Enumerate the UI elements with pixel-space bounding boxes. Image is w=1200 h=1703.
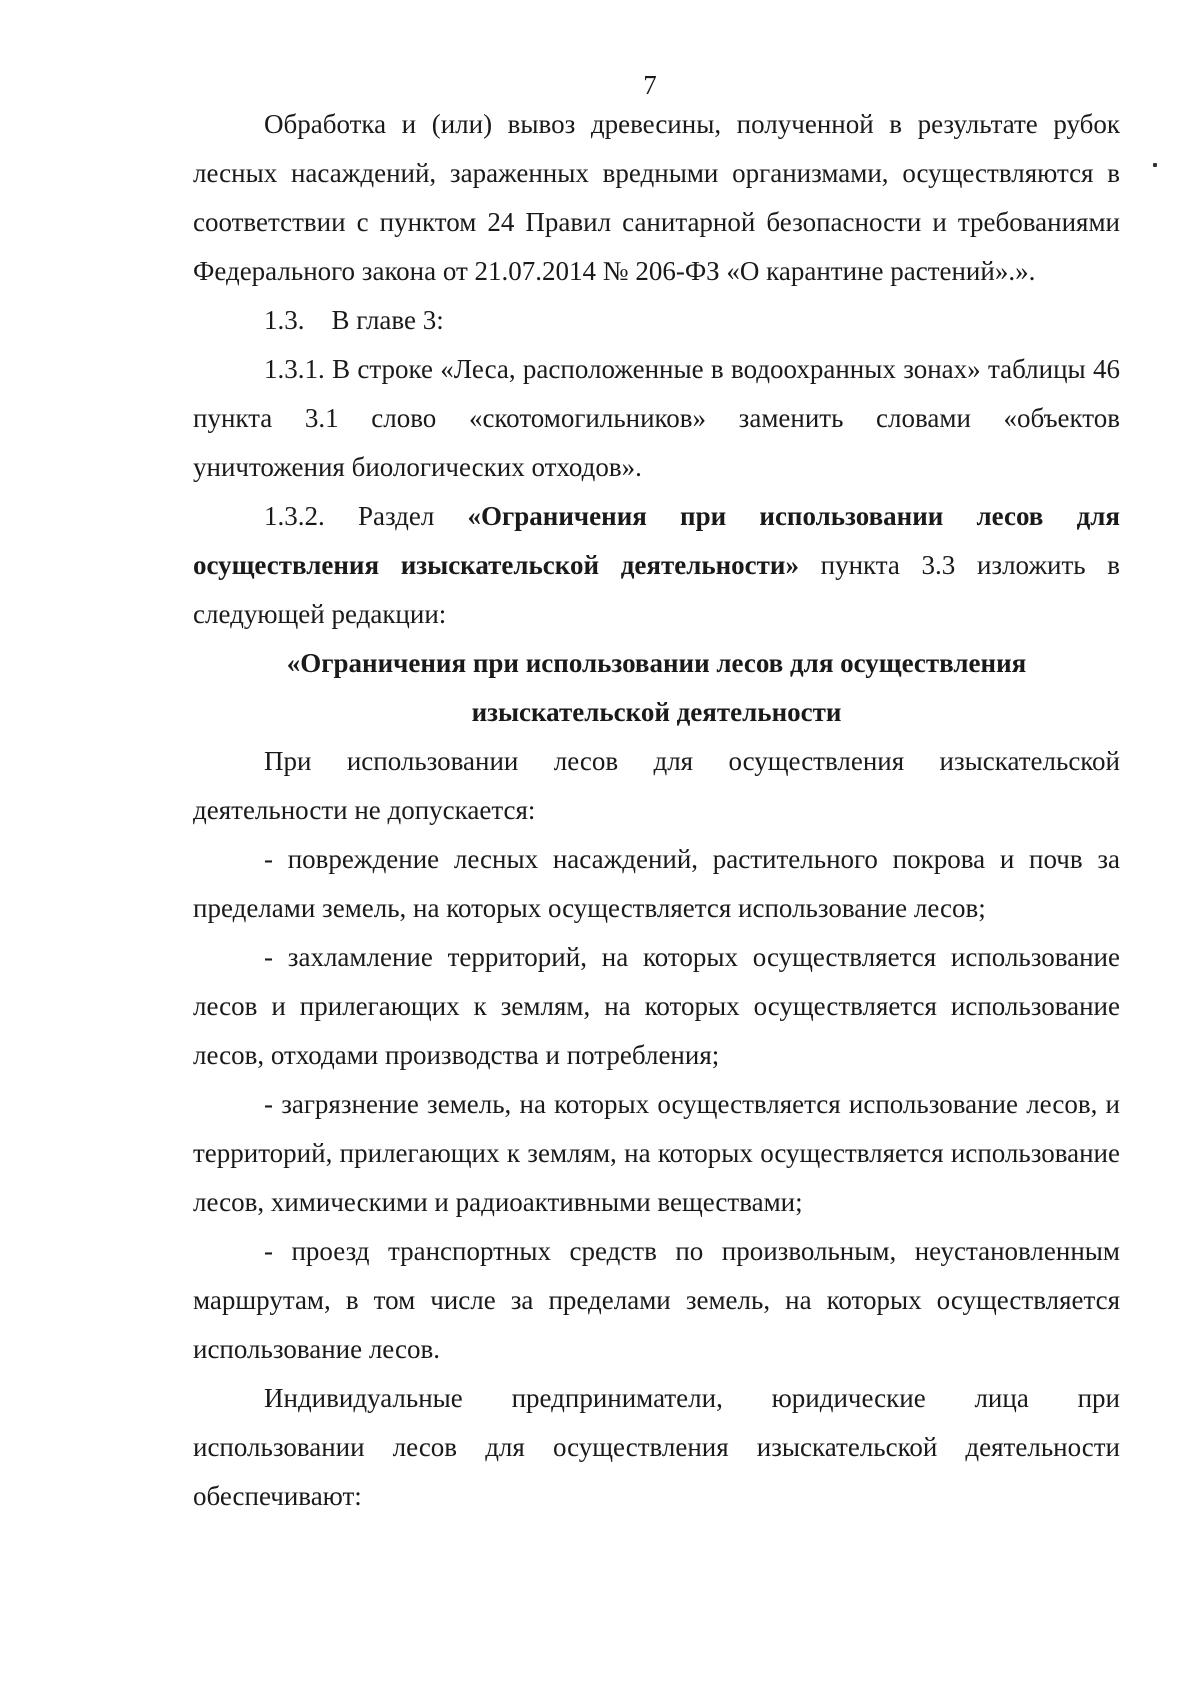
section-heading-line-1: «Ограничения при использовании лесов для осуществления [286,648,1027,678]
scan-speck [1153,163,1157,167]
list-item-pollution: - загрязнение земель, на которых осуществляется использование лесов, и территорий, прилегающих к землям, на которых осуществляется использование лесов, химическими и радиоактивными веществами; [193,1089,1120,1217]
paragraph-1-3-1: 1.3.1. В строке «Леса, расположенные в водоохранных зонах» таблицы 46 пункта 3.1 слово «скотомогильников» заменить словами «объектов уничтожения биологических отходов». [193,354,1120,482]
list-item-damage: - повреждение лесных насаждений, растительного покрова и почв за пределами земель, на которых осуществляется использование лесов; [193,844,1120,923]
paragraph-not-allowed: При использовании лесов для осуществления изыскательской деятельности не допускается: [193,746,1120,825]
document-body [193,100,1120,1521]
section-heading-line-2: изыскательской деятельности [471,697,842,727]
paragraph-1-3-2-start: 1.3.2. Раздел [264,501,468,531]
paragraph-entrepreneurs: Индивидуальные предприниматели, юридические лица при использовании лесов для осуществления изыскательской деятельности обеспечивают: [193,1383,1120,1511]
paragraph-1-3-2 [193,492,1120,639]
page-number: 7 [643,70,657,100]
paragraph-1-3-2-end: пункта 3.3 изложить в следующей редакции: [193,550,1120,629]
paragraph-chapter-3: 1.3. В главе 3: [264,305,444,335]
paragraph-wood-processing: Обработка и (или) вывоз древесины, полученной в результате рубок лесных насаждений, зараженных вредными организмами, осуществляются в соответствии с пунктом 24 Правил санитарной безопасности и требованиями Федерального закона от 21.07.2014 № 206-ФЗ «О карантине растений».». [193,109,1120,286]
list-item-vehicles: - проезд транспортных средств по произвольным, неустановленным маршрутам, в том числе за пределами земель, на которых осуществляется использование лесов. [193,1236,1120,1364]
list-item-littering: - захламление территорий, на которых осуществляется использование лесов и прилегающих к землям, на которых осуществляется использование лесов, отходами производства и потребления; [193,942,1120,1070]
section-title-bold: «Ограничения при использовании лесов для осуществления изыскательской деятельности» [193,501,1120,580]
